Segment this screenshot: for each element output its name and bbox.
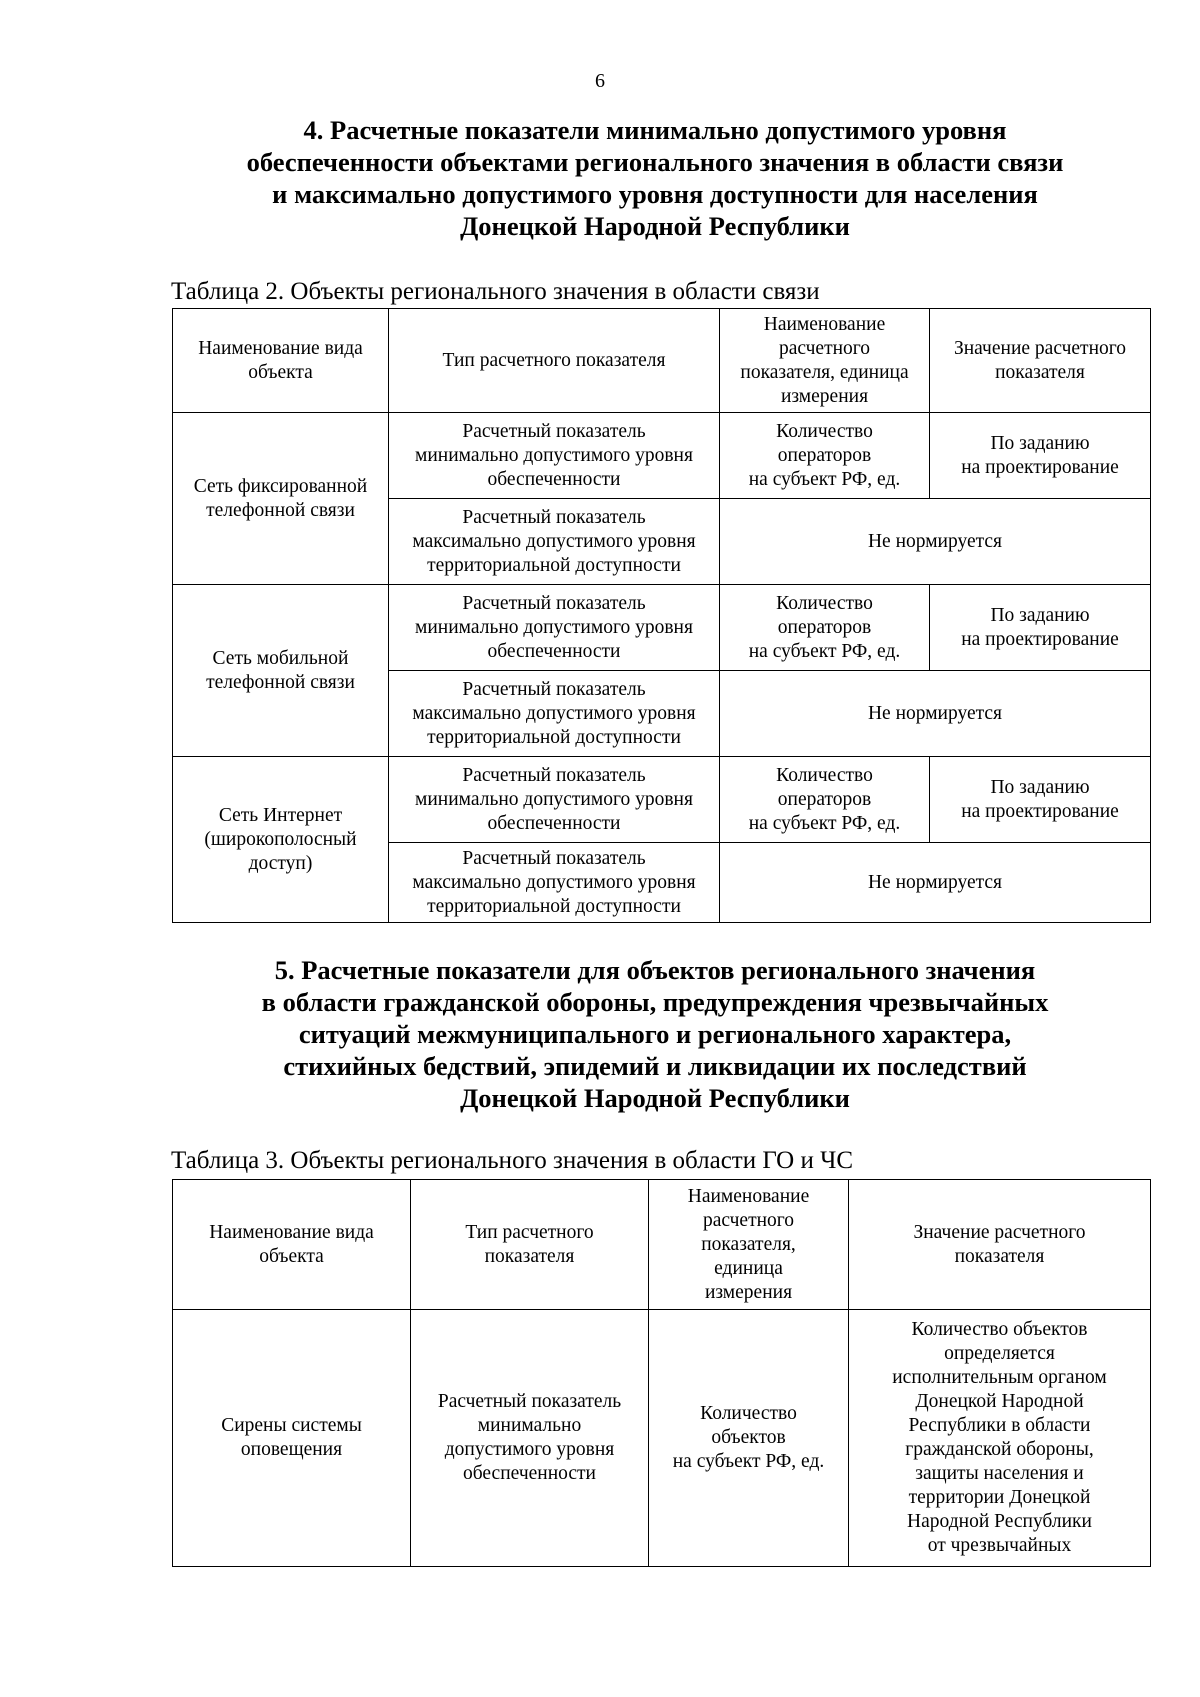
- table-3: [172, 1179, 1151, 1567]
- quantity-cell: Количество операторов на субъект РФ, ед.: [720, 585, 930, 671]
- max-level-cell: Расчетный показатель максимально допустимого уровня территориальной доступности: [389, 843, 720, 923]
- header-indicator-name: Наименование расчетного показателя, единица измерения: [649, 1180, 849, 1310]
- object-type-cell: Сирены системы оповещения: [173, 1310, 411, 1567]
- quantity-cell: Количество операторов на субъект РФ, ед.: [720, 757, 930, 843]
- object-type-cell: Сеть мобильной телефонной связи: [173, 585, 389, 757]
- table-row: [173, 413, 1151, 499]
- title-line: 5. Расчетные показатели для объектов регионального значения: [274, 955, 1036, 985]
- title-line: ситуаций межмуниципального и регионального характера,: [298, 1019, 1012, 1049]
- table-row: [173, 585, 1151, 671]
- table-2: [172, 308, 1151, 923]
- table-header-row: [173, 1180, 1151, 1310]
- page-number: 6: [595, 70, 605, 92]
- value-cell: По заданию на проектирование: [930, 757, 1151, 843]
- min-level-cell: Расчетный показатель минимально допустимого уровня обеспеченности: [389, 585, 720, 671]
- title-line: обеспеченности объектами регионального значения в области связи: [246, 147, 1064, 177]
- section-4-title: [160, 114, 1150, 242]
- not-regulated-cell: Не нормируется: [720, 671, 1151, 757]
- header-indicator-type: Тип расчетного показателя: [389, 309, 720, 413]
- table-row: [173, 1310, 1151, 1567]
- min-level-cell: Расчетный показатель минимально допустимого уровня обеспеченности: [389, 757, 720, 843]
- value-cell: По заданию на проектирование: [930, 413, 1151, 499]
- title-line: и максимально допустимого уровня доступности для населения: [272, 179, 1038, 209]
- title-line: 4. Расчетные показатели минимально допустимого уровня: [303, 115, 1007, 145]
- title-line: стихийных бедствий, эпидемий и ликвидации их последствий: [283, 1051, 1027, 1081]
- not-regulated-cell: Не нормируется: [720, 499, 1151, 585]
- title-line: Донецкой Народной Республики: [460, 211, 850, 241]
- header-indicator-value: Значение расчетного показателя: [930, 309, 1151, 413]
- min-level-cell: Расчетный показатель минимально допустимого уровня обеспеченности: [389, 413, 720, 499]
- header-indicator-value: Значение расчетного показателя: [849, 1180, 1151, 1310]
- title-line: в области гражданской обороны, предупреждения чрезвычайных: [261, 987, 1049, 1017]
- max-level-cell: Расчетный показатель максимально допустимого уровня территориальной доступности: [389, 499, 720, 585]
- header-indicator-name: Наименование расчетного показателя, единица измерения: [720, 309, 930, 413]
- header-indicator-type: Тип расчетного показателя: [411, 1180, 649, 1310]
- section-5-title: [160, 954, 1150, 1114]
- indicator-value-cell: Количество объектов определяется исполнительным органом Донецкой Народной Республики в области гражданской обороны, защиты населения и территории Донецкой Народной Республики от чрезвычайных: [849, 1310, 1151, 1567]
- indicator-name-cell: Количество объектов на субъект РФ, ед.: [649, 1310, 849, 1567]
- table-header-row: [173, 309, 1151, 413]
- table-3-caption: Таблица 3. Объекты регионального значения в области ГО и ЧС: [171, 1147, 854, 1174]
- table-row: [173, 757, 1151, 843]
- indicator-type-cell: Расчетный показатель минимально допустимого уровня обеспеченности: [411, 1310, 649, 1567]
- quantity-cell: Количество операторов на субъект РФ, ед.: [720, 413, 930, 499]
- object-type-cell: Сеть фиксированной телефонной связи: [173, 413, 389, 585]
- max-level-cell: Расчетный показатель максимально допустимого уровня территориальной доступности: [389, 671, 720, 757]
- header-object-type: Наименование вида объекта: [173, 309, 389, 413]
- title-line: Донецкой Народной Республики: [460, 1083, 850, 1113]
- value-cell: По заданию на проектирование: [930, 585, 1151, 671]
- header-object-type: Наименование вида объекта: [173, 1180, 411, 1310]
- object-type-cell: Сеть Интернет (широкополосный доступ): [173, 757, 389, 923]
- not-regulated-cell: Не нормируется: [720, 843, 1151, 923]
- table-2-caption: Таблица 2. Объекты регионального значения в области связи: [171, 278, 820, 305]
